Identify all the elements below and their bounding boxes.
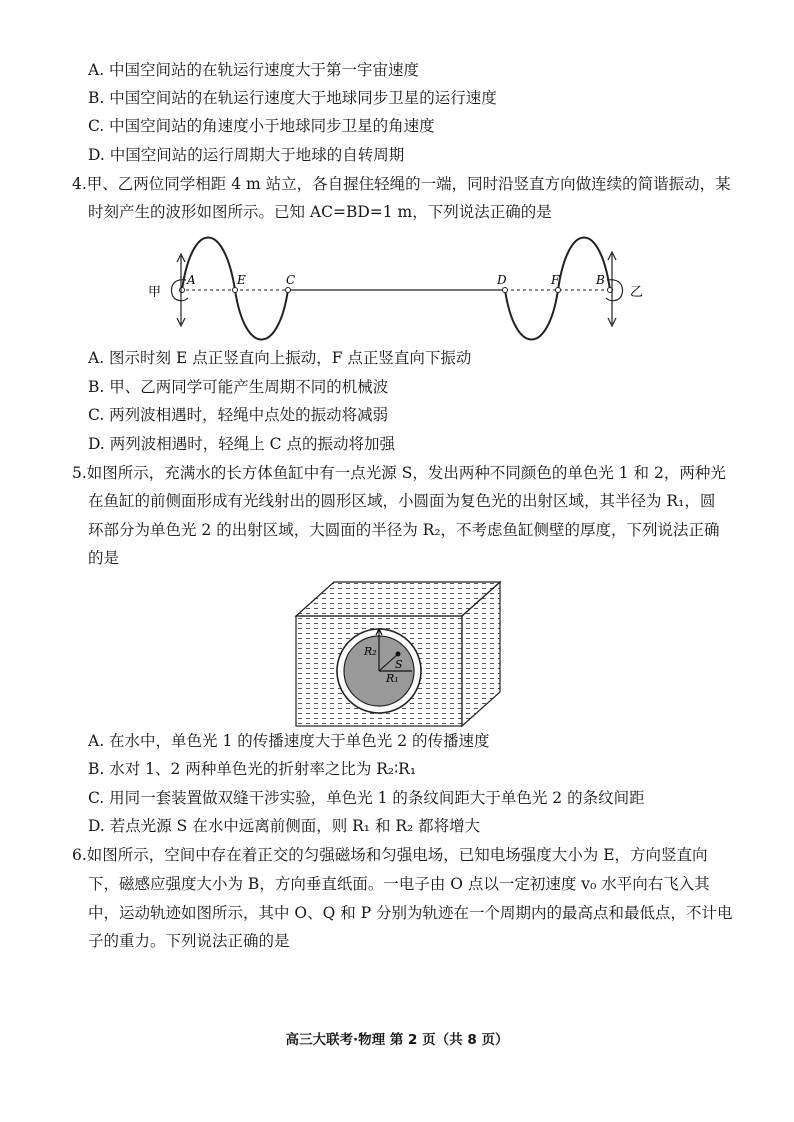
q5-stem-line-2: 在鱼缸的前侧面形成有光线射出的圆形区域，小圆面为复色光的出射区域，其半径为 R₁，圆 [88,492,716,510]
point-d [503,288,508,293]
point-e [233,288,238,293]
q5-stem-line-3: 环部分为单色光 2 的出射区域，大圆面的半径为 R₂，不考虑鱼缸侧壁的厚度，下列说法正确 [88,521,720,539]
point-a [180,288,185,293]
page-footer: 高三大联考·物理 第 2 页（共 8 页） [285,1032,509,1048]
q4-option-a: A. 图示时刻 E 点正竖直向上振动，F 点正竖直向下振动 [88,349,472,367]
label-s: S [395,658,403,671]
label-r2: R₂ [364,645,377,658]
q6-stem-line-1: 6.如图所示，空间中存在着正交的匀强磁场和匀强电场，已知电场强度大小为 E，方向竖直向 [72,846,708,864]
label-d: D [497,273,507,287]
q4-option-b: B. 甲、乙两同学可能产生周期不同的机械波 [88,378,389,396]
label-c: C [286,273,296,287]
q5-stem-line-4: 的是 [88,549,120,567]
q4-option-c: C. 两列波相遇时，轻绳中点处的振动将减弱 [88,406,389,424]
option-prev-c: C. 中国空间站的角速度小于地球同步卫星的角速度 [88,117,435,135]
option-prev-a: A. 中国空间站的在轨运行速度大于第一宇宙速度 [88,61,420,79]
q4-wave-figure [140,228,660,348]
q4-stem-line-1: 4.甲、乙两位同学相距 4 m 站立，各自握住轻绳的一端，同时沿竖直方向做连续的简谐振动，某 [72,175,731,193]
q6-stem-line-2: 下，磁感应强度大小为 B，方向垂直纸面。一电子由 O 点以一定初速度 v₀ 水平向右飞入其 [88,875,710,893]
label-yi: 乙 [630,285,644,300]
q5-stem-line-1: 5.如图所示，充满水的长方体鱼缸中有一点光源 S，发出两种不同颜色的单色光 1 和 2，两种光 [72,464,726,482]
option-prev-b: B. 中国空间站的在轨运行速度大于地球同步卫星的运行速度 [88,89,497,107]
option-prev-d: D. 中国空间站的运行周期大于地球的自转周期 [88,146,405,164]
point-s [396,652,401,657]
label-b: B [596,273,605,287]
label-r1: R₁ [386,672,399,685]
label-f: F [551,273,560,287]
label-a: A [187,273,196,287]
q5-option-a: A. 在水中，单色光 1 的传播速度大于单色光 2 的传播速度 [88,732,490,750]
q6-stem-line-4: 子的重力。下列说法正确的是 [88,932,290,950]
label-e: E [237,273,246,287]
point-f [556,288,561,293]
q5-option-d: D. 若点光源 S 在水中远离前侧面，则 R₁ 和 R₂ 都将增大 [88,817,481,835]
q5-option-c: C. 用同一套装置做双缝干涉实验，单色光 1 的条纹间距大于单色光 2 的条纹间距 [88,789,645,807]
q4-stem-line-2: 时刻产生的波形如图所示。已知 AC=BD=1 m，下列说法正确的是 [88,203,552,221]
q5-option-b: B. 水对 1、2 两种单色光的折射率之比为 R₂∶R₁ [88,760,417,778]
q4-option-d: D. 两列波相遇时，轻绳上 C 点的振动将加强 [88,435,395,453]
q6-stem-line-3: 中，运动轨迹如图所示，其中 O、Q 和 P 分别为轨迹在一个周期内的最高点和最低点，不计电 [88,904,733,922]
label-jia: 甲 [148,285,162,300]
point-c [286,288,291,293]
q5-fish-tank-figure [290,576,510,731]
